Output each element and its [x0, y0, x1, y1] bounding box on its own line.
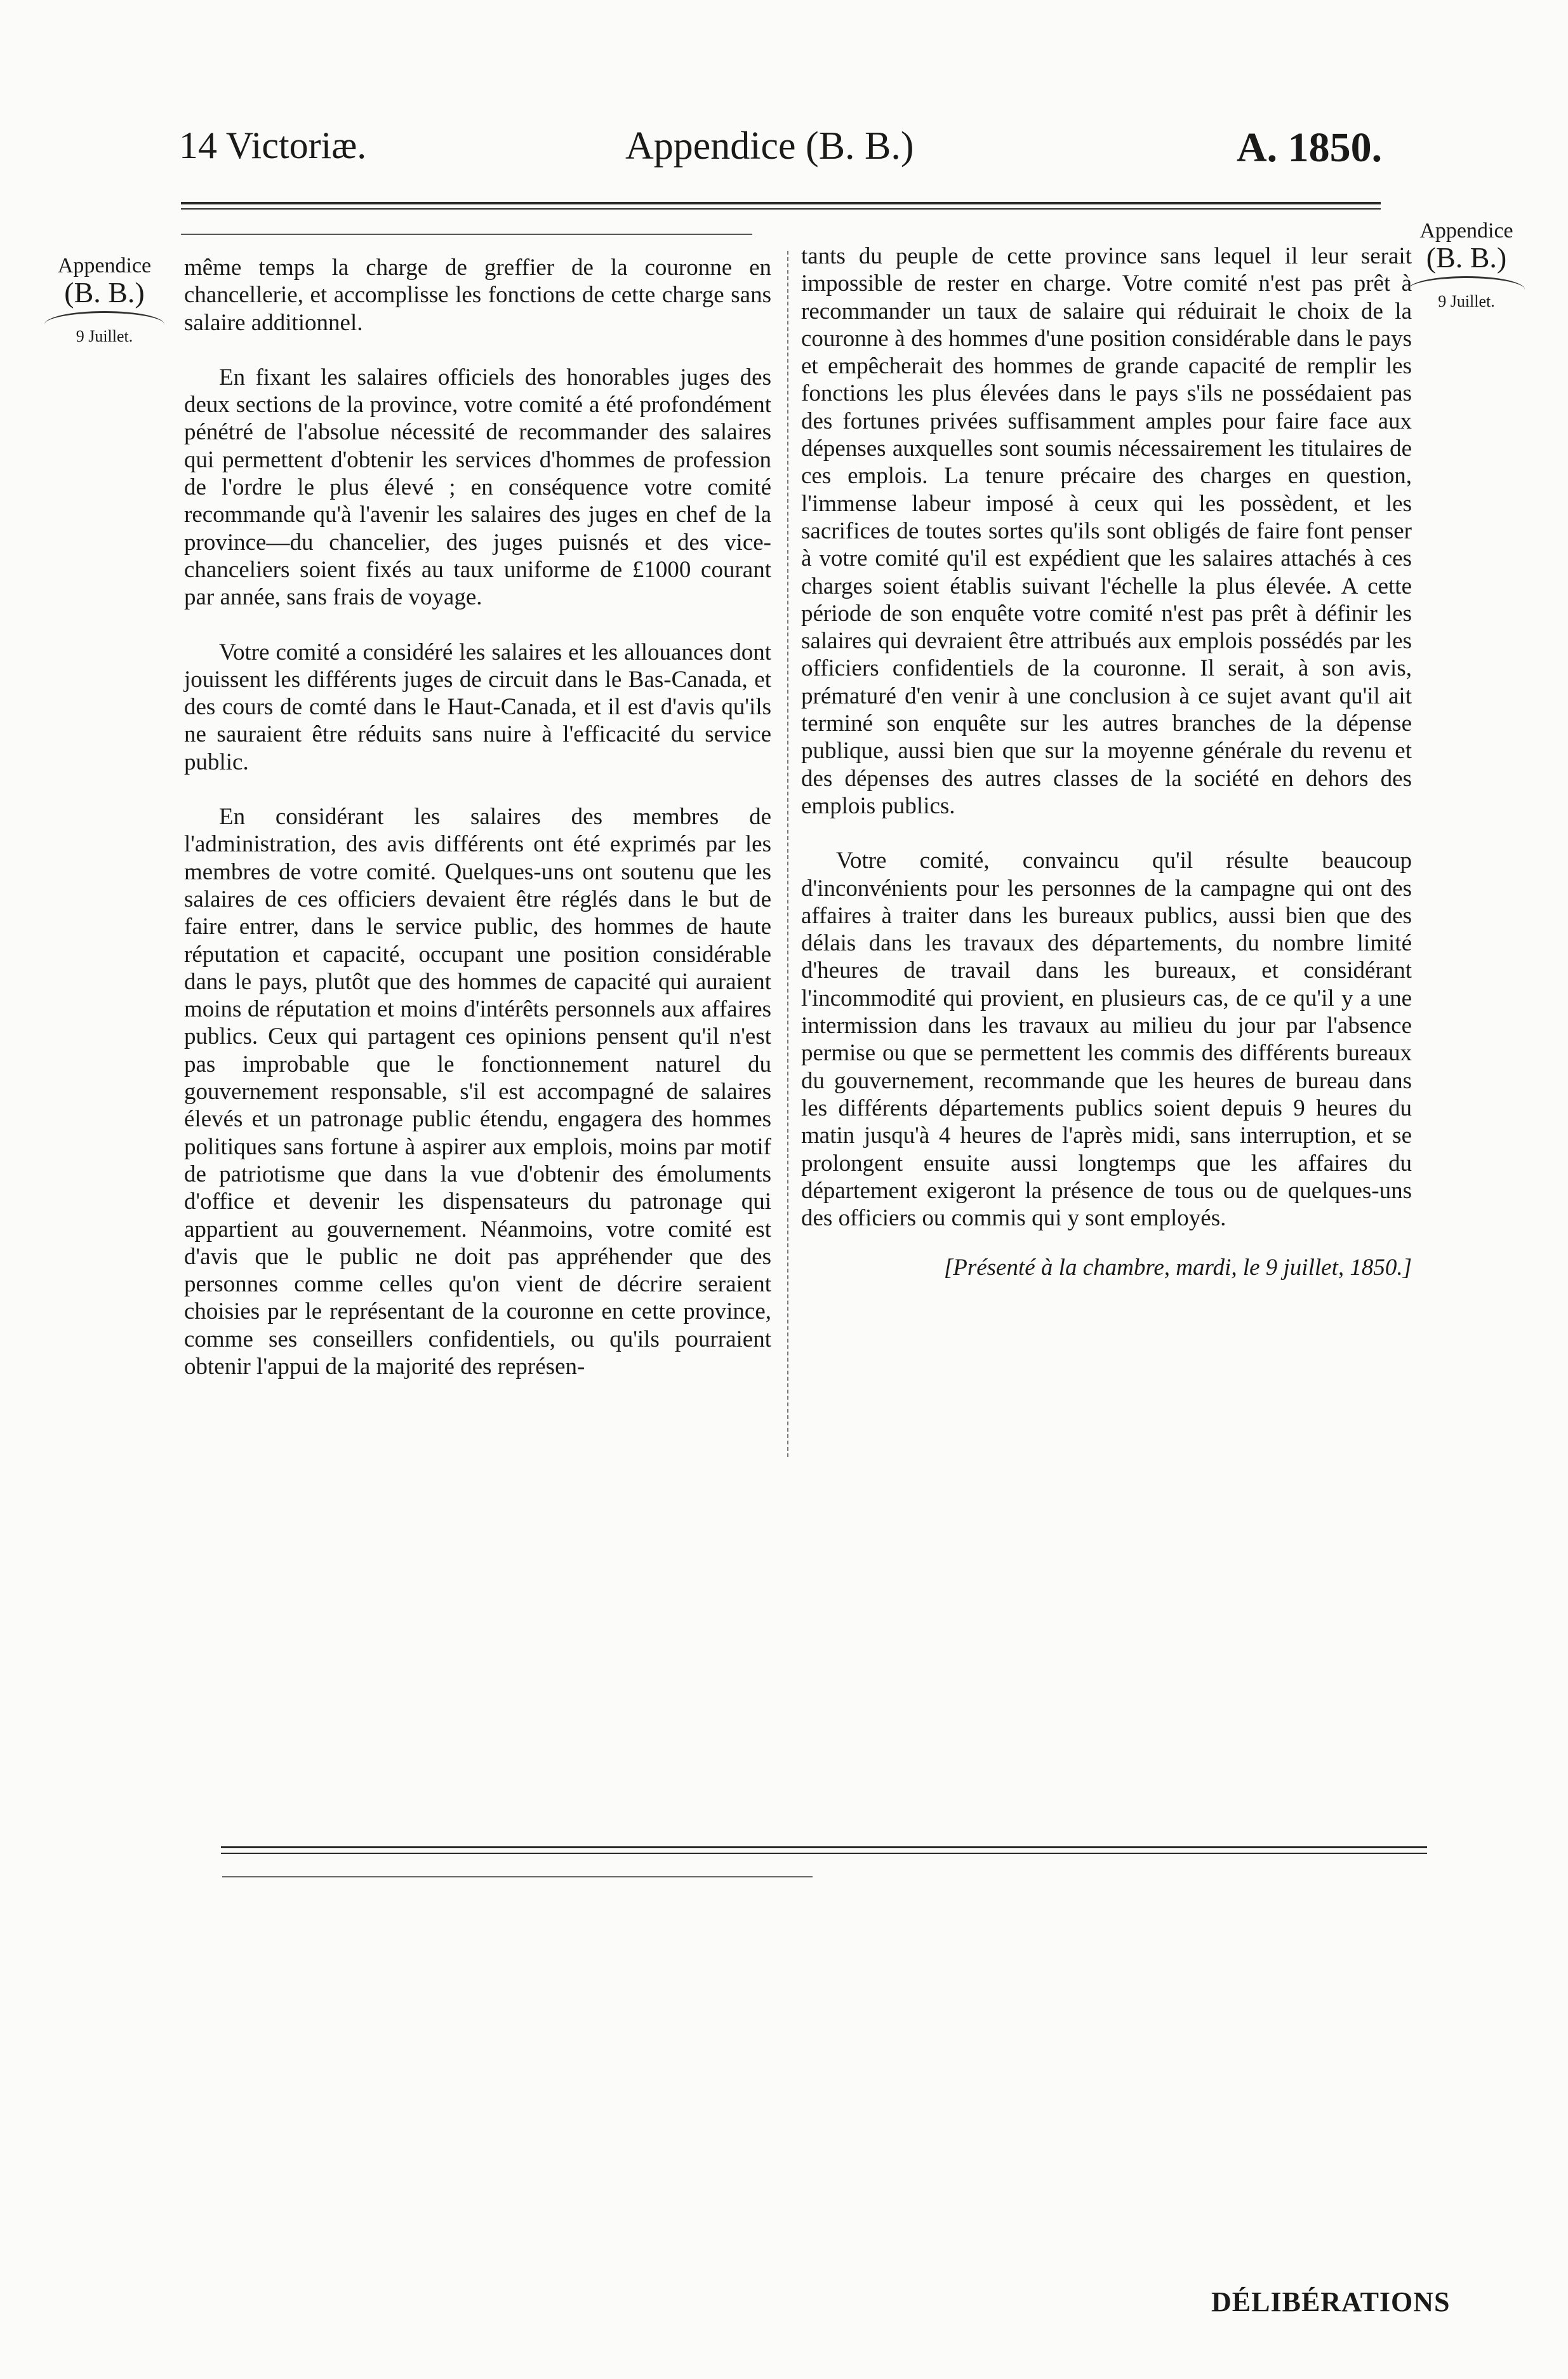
- header-rule-thick: [181, 202, 1381, 204]
- right-column: [801, 243, 1412, 1282]
- margin-note-title: Appendice: [1419, 219, 1513, 243]
- left-margin-note: [39, 254, 169, 346]
- margin-note-code: (B. B.): [64, 276, 145, 309]
- footer-rule-faint: [222, 1876, 813, 1877]
- brace-icon: [44, 311, 164, 324]
- column-divider: [787, 251, 790, 1457]
- footer-rule-thin: [221, 1853, 1427, 1854]
- margin-note-date: 9 Juillet.: [1438, 292, 1495, 310]
- presented-note: [801, 1254, 1412, 1281]
- running-head-title: Appendice (B. B.): [625, 124, 914, 168]
- margin-note-date: 9 Juillet.: [76, 327, 133, 345]
- paragraph: En considérant les salaires des membres de l'administration, des avis différents ont été exprimés par les membres de votre comité. Quelques-uns ont soutenu que les salaires de ces officiers devaient être réglés dans le but de faire entrer, dans le service public, des hommes de haute réputation et capacité, occupant une position considérable dans le pays, plutôt que des hommes de capacité qui auraient moins de réputation et moins d'intérêts personnels aux affaires publics. Ceux qui partagent ces opinions pensent qu'il n'est pas improbable que le fonctionnement naturel du gouvernement responsable, s'il est accompagné de salaires élevés et un patronage public étendu, engagera des hommes politiques sans fortune à aspirer aux emplois, moins par motif de patriotisme que dans la vue d'obtenir des émoluments d'office et devenir les dispensateurs du patronage qui appartient au gouvernement. Néanmoins, votre comité est d'avis que le public ne doit pas appréhender que des personnes comme celles qu'on vient de décrire seraient choisies par le représentant de la couronne en cette province, comme ses conseillers confidentiels, ou qu'ils pourraient obtenir l'appui de la majorité des représen-: [184, 804, 771, 1380]
- running-head-regnal-year: 14 Victoriæ.: [179, 124, 367, 166]
- header-rule-faint: [181, 234, 752, 235]
- catchword: DÉLIBÉRATIONS: [1211, 2286, 1451, 2317]
- header-rule-thin: [181, 208, 1381, 210]
- running-head-year: A. 1850.: [1237, 124, 1383, 171]
- paragraph: tants du peuple de cette province sans lequel il leur serait impossible de rester en charge. Votre comité n'est pas prêt à recommander un taux de salaire qui réduirait le choix de la couronne à des hommes d'une position considérable dans le pays et empêcherait des hommes de grande capacité de remplir les fonctions les plus élevées dans le pays s'ils ne possédaient pas des fortunes privées suffisamment amples pour faire face aux dépenses auxquelles sont soumis nécessairement les titulaires de ces emplois. La tenure précaire des charges en question, l'immense labeur imposé à ceux qui les possèdent, et les sacrifices de toutes sortes qu'ils sont obligés de faire font penser à votre comité qu'il est expédient que les salaires attachés à ces charges soient établis suivant l'échelle la plus élevée. A cette période de son enquête votre comité n'est pas prêt à définir les salaires qui devraient être attribués aux emplois possédés par les officiers confidentiels de la couronne. Il serait, à son avis, prématuré d'en venir à une conclusion à ce sujet avant qu'il ait terminé son enquête sur les autres branches de la dépense publique, aussi bien que sur la moyenne générale du revenu et des dépenses des autres classes de la société en dehors des emplois publics.: [801, 243, 1412, 819]
- left-column: [184, 254, 771, 1380]
- right-margin-note: [1403, 219, 1530, 311]
- footer-rule-thick: [221, 1846, 1427, 1848]
- paragraph: Votre comité a considéré les salaires et les allouances dont jouissent les différents juges de circuit dans le Bas-Canada, et des cours de comté dans le Haut-Canada, et il est d'avis qu'ils ne sauraient être réduits sans nuire à l'efficacité du service public.: [184, 639, 771, 775]
- paragraph: Votre comité, convaincu qu'il résulte beaucoup d'inconvénients pour les personnes de la campagne qui ont des affaires à traiter dans les bureaux publics, aussi bien que des délais dans les travaux des départements, du nombre limité d'heures de travail dans les bureaux, et considérant l'incommodité qui provient, en plusieurs cas, de ce qu'il y a une intermission dans les travaux au milieu du jour par l'absence permise ou que se permettent les commis des différents bureaux du gouvernement, recommande que les heures de bureau dans les différents départements publics soient depuis 9 heures du matin jusqu'à 4 heures de l'après midi, sans interruption, et se prolongent ensuite aussi longtemps que les affaires du département exigeront la présence de tous ou de quelques-uns des officiers ou commis qui y sont employés.: [801, 848, 1412, 1232]
- presented-note-text: [Présenté à la chambre, mardi, le 9 juillet, 1850.]: [943, 1255, 1412, 1281]
- margin-note-code: (B. B.): [1426, 241, 1507, 274]
- paragraph: même temps la charge de greffier de la couronne en chancellerie, et accomplisse les fonctions de cette charge sans salaire additionnel.: [184, 255, 771, 336]
- paragraph: En fixant les salaires officiels des honorables juges des deux sections de la province, votre comité a été profondément pénétré de l'absolue nécessité de recommander des salaires qui permettent d'obtenir les services d'hommes de profession de l'ordre le plus élevé ; en conséquence votre comité recommande qu'à l'avenir les salaires des juges en chef de la province—du chancelier, des juges puisnés et des vice-chanceliers soient fixés au taux uniforme de £1000 courant par année, sans frais de voyage.: [184, 364, 771, 611]
- margin-note-title: Appendice: [57, 254, 152, 277]
- brace-icon: [1408, 276, 1525, 290]
